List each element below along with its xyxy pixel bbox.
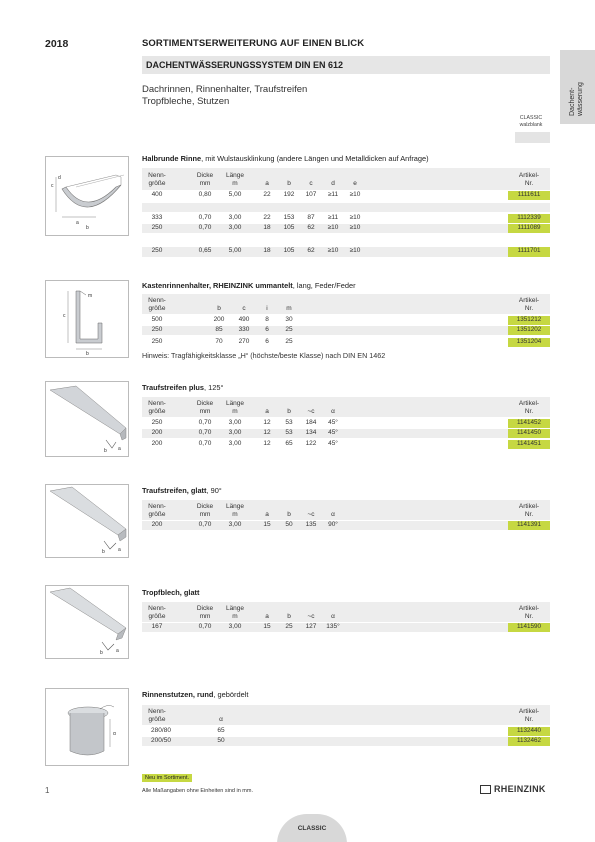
cell-i: 8 xyxy=(265,316,269,323)
table-row xyxy=(142,316,550,325)
cell-m: 25 xyxy=(285,338,293,345)
header-laenge: Länge m xyxy=(225,172,245,187)
outlet-sketch xyxy=(45,688,129,766)
gutter-outlet-icon xyxy=(46,689,130,767)
cell-dicke: 0,70 xyxy=(198,429,212,436)
header-artikel: Artikel- Nr. xyxy=(518,297,540,312)
svg-text:b: b xyxy=(102,549,105,555)
cell-c: 184 xyxy=(305,419,317,426)
section-title-eaves-plus xyxy=(142,383,223,392)
classic-variant-label xyxy=(512,115,550,128)
bottom-tab-label: CLASSIC xyxy=(297,825,327,832)
header-dicke: Dicke mm xyxy=(196,400,214,415)
cell-e: ≥10 xyxy=(349,224,361,231)
header-alpha: α xyxy=(331,408,335,415)
cell-b: 50 xyxy=(285,521,293,528)
cell-nenngroesse: 200 xyxy=(151,429,163,436)
header-nenngroesse: Nenn- größe xyxy=(148,400,166,415)
header-b: b xyxy=(287,408,291,415)
cell-nenngroesse: 250 xyxy=(151,419,163,426)
cell-laenge: 3,00 xyxy=(228,440,242,447)
article-number: 1351212 xyxy=(508,316,550,325)
header-d: d xyxy=(331,180,335,187)
cell-c: 270 xyxy=(238,338,250,345)
table-row xyxy=(142,214,550,223)
header-b: b xyxy=(287,613,291,620)
header-laenge: Länge m xyxy=(225,400,245,415)
cell-b: 192 xyxy=(283,191,295,198)
cell-e: ≥10 xyxy=(349,247,361,254)
header-i: i xyxy=(266,305,268,312)
cell-c: 62 xyxy=(307,247,315,254)
header-laenge: Länge m xyxy=(225,503,245,518)
cell-dicke: 0,80 xyxy=(198,191,212,198)
section-title-drip-plate xyxy=(142,588,199,597)
cell-laenge: 3,00 xyxy=(228,623,242,630)
gutter-table-header xyxy=(142,168,550,190)
cell-dicke: 0,70 xyxy=(198,214,212,221)
half-round-gutter-icon xyxy=(46,157,130,237)
cell-nenngroesse: 167 xyxy=(151,623,163,630)
intro-line-1: Dachrinnen, Rinnenhalter, Traufstreifen xyxy=(142,84,308,95)
intro-line-2: Tropfbleche, Stutzen xyxy=(142,96,230,107)
section-title-eaves-smooth xyxy=(142,486,222,495)
table-row xyxy=(142,429,550,438)
header-dicke: Dicke mm xyxy=(196,503,214,518)
svg-text:b: b xyxy=(104,448,107,454)
header-alpha: α xyxy=(331,511,335,518)
header-a: a xyxy=(265,613,269,620)
header-a: a xyxy=(265,511,269,518)
table-row xyxy=(142,623,550,632)
header-a: a xyxy=(265,180,269,187)
cell-laenge: 3,00 xyxy=(228,214,242,221)
cell-b: 53 xyxy=(285,419,293,426)
article-number: 1141452 xyxy=(508,419,550,428)
cell-d: ≥10 xyxy=(327,247,339,254)
eaves-strip-smooth-icon xyxy=(46,485,130,559)
cell-nenngroesse: 200 xyxy=(151,440,163,447)
cell-dicke: 0,70 xyxy=(198,440,212,447)
cell-laenge: 5,00 xyxy=(228,191,242,198)
cell-nenngroesse: 400 xyxy=(151,191,163,198)
cell-b: 105 xyxy=(283,224,295,231)
table-row xyxy=(142,191,550,200)
cell-laenge: 5,00 xyxy=(228,247,242,254)
intro-text xyxy=(142,84,307,108)
gutter-bracket-icon xyxy=(46,281,130,359)
rheinzink-logo xyxy=(480,784,550,796)
bottom-classic-tab[interactable] xyxy=(277,814,347,842)
cell-b: 70 xyxy=(215,338,223,345)
header-alpha: α xyxy=(219,716,223,723)
svg-text:d: d xyxy=(58,175,61,181)
cell-a: 12 xyxy=(263,419,271,426)
cell-dicke: 0,70 xyxy=(198,224,212,231)
eaves-strip-plus-icon xyxy=(46,382,130,458)
cell-dicke: 0,70 xyxy=(198,419,212,426)
svg-text:a: a xyxy=(76,220,79,226)
cell-c: 62 xyxy=(307,224,315,231)
cell-nenngroesse: 250 xyxy=(151,326,163,333)
cell-a: 22 xyxy=(263,191,271,198)
cell-dicke: 0,70 xyxy=(198,521,212,528)
units-footnote: Alle Maßangaben ohne Einheiten sind in mm. xyxy=(142,788,253,794)
table-row xyxy=(142,338,550,347)
cell-a: 12 xyxy=(263,429,271,436)
classic-line: CLASSIC xyxy=(519,115,543,121)
cell-alpha: 65 xyxy=(217,727,225,734)
cell-c: 127 xyxy=(305,623,317,630)
article-number: 1132462 xyxy=(508,737,550,746)
table-row xyxy=(142,737,550,746)
walzblank-line: walzblank xyxy=(519,121,543,128)
section-title-gutter xyxy=(142,154,429,163)
article-number: 1351204 xyxy=(508,338,550,347)
header-artikel: Artikel- Nr. xyxy=(518,503,540,518)
load-class-hint: Hinweis: Tragfähigkeitsklasse „H“ (höchste/beste Klasse) nach DIN EN 1462 xyxy=(142,351,386,360)
table-row-spacer xyxy=(142,203,550,212)
cell-dicke: 0,65 xyxy=(198,247,212,254)
drip-plate-table-header xyxy=(142,602,550,622)
svg-text:b: b xyxy=(100,650,103,656)
header-nenngroesse: Nenn- größe xyxy=(148,605,166,620)
cell-a: 22 xyxy=(263,214,271,221)
header-dicke: Dicke mm xyxy=(196,172,214,187)
header-nenngroesse: Nenn- größe xyxy=(148,503,166,518)
cell-c: 134 xyxy=(305,429,317,436)
bracket-sketch xyxy=(45,280,129,358)
table-row xyxy=(142,440,550,449)
cell-m: 25 xyxy=(285,326,293,333)
header-a: a xyxy=(265,408,269,415)
cell-alpha: 50 xyxy=(217,737,225,744)
cell-nenngroesse: 200/50 xyxy=(151,737,171,744)
cell-b: 25 xyxy=(285,623,293,630)
svg-text:α: α xyxy=(113,731,116,737)
article-number: 1141391 xyxy=(508,521,550,530)
cell-nenngroesse: 280/80 xyxy=(151,727,171,734)
gutter-sketch xyxy=(45,156,129,236)
cell-b: 53 xyxy=(285,429,293,436)
eaves-plus-title-bold: Traufstreifen plus xyxy=(142,383,205,392)
drip-plate-icon xyxy=(46,586,130,660)
cell-d: ≥11 xyxy=(327,191,339,198)
svg-text:b: b xyxy=(86,225,89,231)
eaves-smooth-title-bold: Traufstreifen, glatt xyxy=(142,486,207,495)
eaves-plus-table-header xyxy=(142,397,550,417)
logo-text: RHEINZINK xyxy=(494,784,546,794)
cell-b: 85 xyxy=(215,326,223,333)
bracket-title-bold: Kastenrinnenhalter, RHEINZINK ummantelt xyxy=(142,281,293,290)
svg-text:b: b xyxy=(86,351,89,357)
cell-nenngroesse: 500 xyxy=(151,316,163,323)
header-nenngroesse: Nenn- größe xyxy=(148,297,166,312)
outlet-title-rest: , gebördelt xyxy=(213,690,249,699)
outlet-table-header xyxy=(142,705,550,725)
cell-nenngroesse: 333 xyxy=(151,214,163,221)
section-title-outlet xyxy=(142,690,248,699)
eaves-plus-title-rest: , 125° xyxy=(204,383,224,392)
page-number: 1 xyxy=(45,786,50,795)
cell-c: 490 xyxy=(238,316,250,323)
svg-text:a: a xyxy=(118,446,121,452)
cell-a: 15 xyxy=(263,521,271,528)
article-number: 1351202 xyxy=(508,326,550,335)
gutter-title-bold: Halbrunde Rinne xyxy=(142,154,202,163)
table-row xyxy=(142,727,550,736)
article-number: 1112339 xyxy=(508,214,550,223)
cell-c: 87 xyxy=(307,214,315,221)
cell-a: 12 xyxy=(263,440,271,447)
bracket-table-header xyxy=(142,294,550,314)
cell-alpha: 45° xyxy=(328,429,338,436)
header-artikel: Artikel- Nr. xyxy=(518,708,540,723)
cell-laenge: 3,00 xyxy=(228,419,242,426)
header-alpha: α xyxy=(331,613,335,620)
cell-m: 30 xyxy=(285,316,293,323)
section-subtitle-bar xyxy=(142,56,550,74)
header-c: ~c xyxy=(307,511,315,518)
cell-a: 15 xyxy=(263,623,271,630)
table-row xyxy=(142,326,550,335)
article-number: 1141590 xyxy=(508,623,550,632)
gutter-title-rest: , mit Wulstausklinkung (andere Längen und Metalldicken auf Anfrage) xyxy=(201,154,429,163)
cell-a: 18 xyxy=(263,247,271,254)
header-nenngroesse: Nenn- größe xyxy=(148,172,166,187)
classic-swatch xyxy=(515,132,550,143)
cell-dicke: 0,70 xyxy=(198,623,212,630)
table-row-spacer xyxy=(142,234,550,243)
cell-laenge: 3,00 xyxy=(228,224,242,231)
eaves-smooth-table-header xyxy=(142,500,550,520)
header-b: b xyxy=(217,305,221,312)
header-m: m xyxy=(286,305,292,312)
section-subtitle: DACHENTWÄSSERUNGSSYSTEM DIN EN 612 xyxy=(146,60,344,70)
table-row xyxy=(142,224,550,233)
svg-text:c: c xyxy=(63,313,66,319)
cell-b: 105 xyxy=(283,247,295,254)
cell-i: 6 xyxy=(265,338,269,345)
cell-laenge: 3,00 xyxy=(228,521,242,528)
cell-nenngroesse: 250 xyxy=(151,338,163,345)
header-c: ~c xyxy=(307,613,315,620)
rheinzink-mark-icon xyxy=(480,785,491,794)
header-c: c xyxy=(242,305,246,312)
cell-nenngroesse: 250 xyxy=(151,247,163,254)
article-number: 1111701 xyxy=(508,247,550,257)
cell-b: 153 xyxy=(283,214,295,221)
svg-text:a: a xyxy=(118,547,121,553)
svg-text:a: a xyxy=(116,648,119,654)
cell-i: 6 xyxy=(265,326,269,333)
header-b: b xyxy=(287,180,291,187)
header-dicke: Dicke mm xyxy=(196,605,214,620)
side-chapter-tab[interactable] xyxy=(560,50,595,124)
cell-e: ≥10 xyxy=(349,191,361,198)
header-artikel: Artikel- Nr. xyxy=(518,605,540,620)
page-title: SORTIMENTSERWEITERUNG AUF EINEN BLICK xyxy=(142,38,365,49)
year-label: 2018 xyxy=(45,38,69,50)
cell-c: 135 xyxy=(305,521,317,528)
table-row xyxy=(142,521,550,530)
cell-d: ≥10 xyxy=(327,224,339,231)
table-row xyxy=(142,247,550,257)
header-c: ~c xyxy=(307,408,315,415)
article-number: 1111611 xyxy=(508,191,550,200)
cell-alpha: 45° xyxy=(328,419,338,426)
header-laenge: Länge m xyxy=(225,605,245,620)
header-e: e xyxy=(353,180,357,187)
cell-c: 330 xyxy=(238,326,250,333)
cell-nenngroesse: 250 xyxy=(151,224,163,231)
section-title-bracket xyxy=(142,281,356,290)
drip-plate-title-bold: Tropfblech, glatt xyxy=(142,588,200,597)
cell-alpha: 90° xyxy=(328,521,338,528)
outlet-title-bold: Rinnenstutzen, rund xyxy=(142,690,214,699)
cell-b: 65 xyxy=(285,440,293,447)
header-artikel: Artikel- Nr. xyxy=(518,400,540,415)
cell-b: 200 xyxy=(213,316,225,323)
cell-a: 18 xyxy=(263,224,271,231)
cell-c: 107 xyxy=(305,191,317,198)
cell-d: ≥11 xyxy=(327,214,339,221)
cell-nenngroesse: 200 xyxy=(151,521,163,528)
cell-alpha: 45° xyxy=(328,440,338,447)
table-row xyxy=(142,419,550,428)
cell-c: 122 xyxy=(305,440,317,447)
header-b: b xyxy=(287,511,291,518)
svg-text:m: m xyxy=(88,293,93,299)
drip-plate-sketch xyxy=(45,585,129,659)
cell-alpha: 135° xyxy=(326,623,340,630)
header-c: c xyxy=(309,180,313,187)
header-nenngroesse: Nenn- größe xyxy=(148,708,166,723)
cell-laenge: 3,00 xyxy=(228,429,242,436)
eaves-strip-smooth-sketch xyxy=(45,484,129,558)
cell-e: ≥10 xyxy=(349,214,361,221)
article-number: 1141450 xyxy=(508,429,550,438)
header-artikel: Artikel- Nr. xyxy=(518,172,540,187)
article-number: 1141451 xyxy=(508,440,550,449)
article-number: 1111089 xyxy=(508,224,550,233)
eaves-strip-plus-sketch xyxy=(45,381,129,457)
new-in-range-badge: Neu im Sortiment. xyxy=(142,774,192,782)
side-chapter-label: Dachent- wässerung xyxy=(569,82,584,116)
bracket-title-rest: , lang, Feder/Feder xyxy=(292,281,356,290)
eaves-smooth-title-rest: , 90° xyxy=(206,486,222,495)
svg-text:c: c xyxy=(51,183,54,189)
article-number: 1132440 xyxy=(508,727,550,736)
